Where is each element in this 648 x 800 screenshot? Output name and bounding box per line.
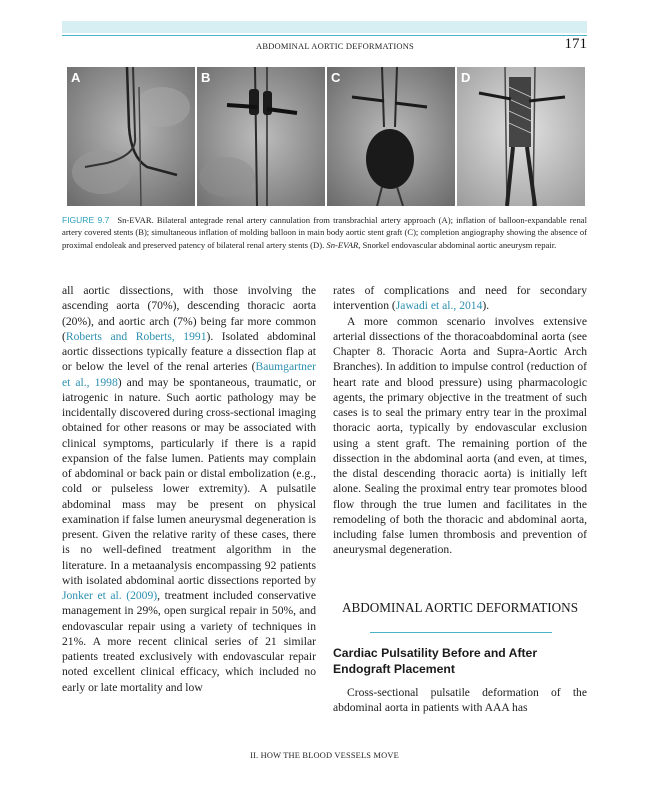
- angiogram-c-illustration: [327, 67, 455, 206]
- section-heading-rule: [370, 632, 552, 633]
- figure-panel-a: [67, 67, 195, 206]
- citation-link[interactable]: Baumgartner et al., 1998: [62, 360, 316, 389]
- panel-label-c: C: [331, 70, 341, 85]
- text-run: rates of complications and need for secondary intervention (: [333, 284, 587, 313]
- figure-panel-c: [327, 67, 455, 206]
- panel-label-a: A: [71, 70, 81, 85]
- subsection-body: [333, 685, 587, 716]
- caption-definition: , Snorkel endovascular abdominal aortic aneurysm repair.: [358, 239, 557, 250]
- left-column: [62, 283, 316, 695]
- figure-panel-d: [457, 67, 585, 206]
- citation-link[interactable]: Roberts and Roberts, 1991: [65, 329, 207, 343]
- caption-abbreviation: Sn-EVAR: [326, 239, 359, 250]
- angiogram-a-illustration: [67, 67, 195, 206]
- caption-text: Sn-EVAR. Bilateral antegrade renal artery cannulation from transbrachial artery approach (A); inflation of balloon-expandable renal artery covered stents (B); simultaneous inflation of molding balloon in main body aortic stent graft (C); completion angiography showing the absence of proximal endoleak and preserved patency of bilateral renal artery stents (D).: [62, 215, 587, 250]
- running-head: ABDOMINAL AORTIC DEFORMATIONS: [256, 41, 414, 51]
- left-paragraph: [62, 283, 316, 695]
- figure-caption: [62, 214, 587, 251]
- angiogram-d-illustration: [457, 67, 585, 206]
- section-heading: ABDOMINAL AORTIC DEFORMATIONS: [341, 600, 579, 615]
- figure-number: FIGURE 9.7: [62, 215, 110, 225]
- panel-label-b: B: [201, 70, 211, 85]
- page-number: 171: [564, 36, 587, 52]
- citation-link[interactable]: Jonker et al. (2009): [62, 589, 158, 602]
- panel-label-d: D: [461, 70, 471, 85]
- citation-link[interactable]: Jawadi et al., 2014: [395, 299, 483, 313]
- figure-image-strip: [67, 67, 585, 206]
- page-footer: II. HOW THE BLOOD VESSELS MOVE: [250, 751, 399, 760]
- header-rule: [62, 35, 587, 36]
- text-run: ). Isolated abdominal aortic dissections typically feature a dissection flap at or below the level of the renal arteries (: [62, 329, 317, 374]
- subsection-heading: Cardiac Pulsatility Before and After Endograft Placement: [333, 646, 538, 676]
- figure-panel-b: [197, 67, 325, 206]
- text-run: ).: [482, 299, 490, 313]
- angiogram-b-illustration: [197, 67, 325, 206]
- right-paragraph-3: Cross-sectional pulsatile deformation of the abdominal aorta in patients with AAA has: [333, 686, 587, 715]
- right-paragraph-1: [333, 283, 587, 314]
- header-band: [62, 21, 587, 33]
- text-run: , treatment included conservative management in 29%, open surgical repair in 50%, and endovascular repair using a variety of techniques in 21%. A more recent clinical series of 21 similar patients treated exclusively with endovascular repair noted excellent clinical efficacy, which included no early or late mortality and low: [62, 589, 316, 694]
- text-run: all aortic dissections, with those involving the ascending aorta (70%), descending thoracic aorta (20%), and aortic arch (7%) being far more common (: [62, 284, 316, 343]
- text-run: ) and may be spontaneous, traumatic, or iatrogenic in nature. Such aortic pathology may be incidentally discovered during cross-sectional imaging obtained for other reasons or may be associated with clinical symptoms, particularly if there is a rapid expansion of the false lumen. Patients may complain of abdominal or back pain or distal embolization (e.g., cold or pulseless lower extremity). A pulsatile abdominal mass may be present on physical examination if false lumen aneurysmal degeneration is present. Given the relative rarity of these cases, there is no well-defined treatment algorithm in the literature. In a metaanalysis encompassing 92 patients with isolated abdominal aortic dissections reported by: [62, 375, 316, 587]
- right-column: [333, 283, 587, 558]
- right-paragraph-2: A more common scenario involves extensive arterial dissections of the thoracoabdominal aorta (see Chapter 8. Thoracic Aorta and Supra-Aortic Arch Branches). In addition to impulse control (reduction of heart rate and blood pressure) using pharmacologic agents, the primary objective in the treatment of such cases is to seal the primary entry tear in the proximal thoracic aorta, typically by endovascular exclusion using a stent graft. The remaining portion of the dissection in the abdominal aorta (and even, at times, the distal descending thoracic aorta) is initially left alone. Sealing the proximal entry tear promotes blood flow through the true lumen and facilitates in the remodeling of both the thoracic and abdominal aorta, including false lumen thrombosis and prevention of aneurysmal degeneration.: [333, 314, 587, 557]
